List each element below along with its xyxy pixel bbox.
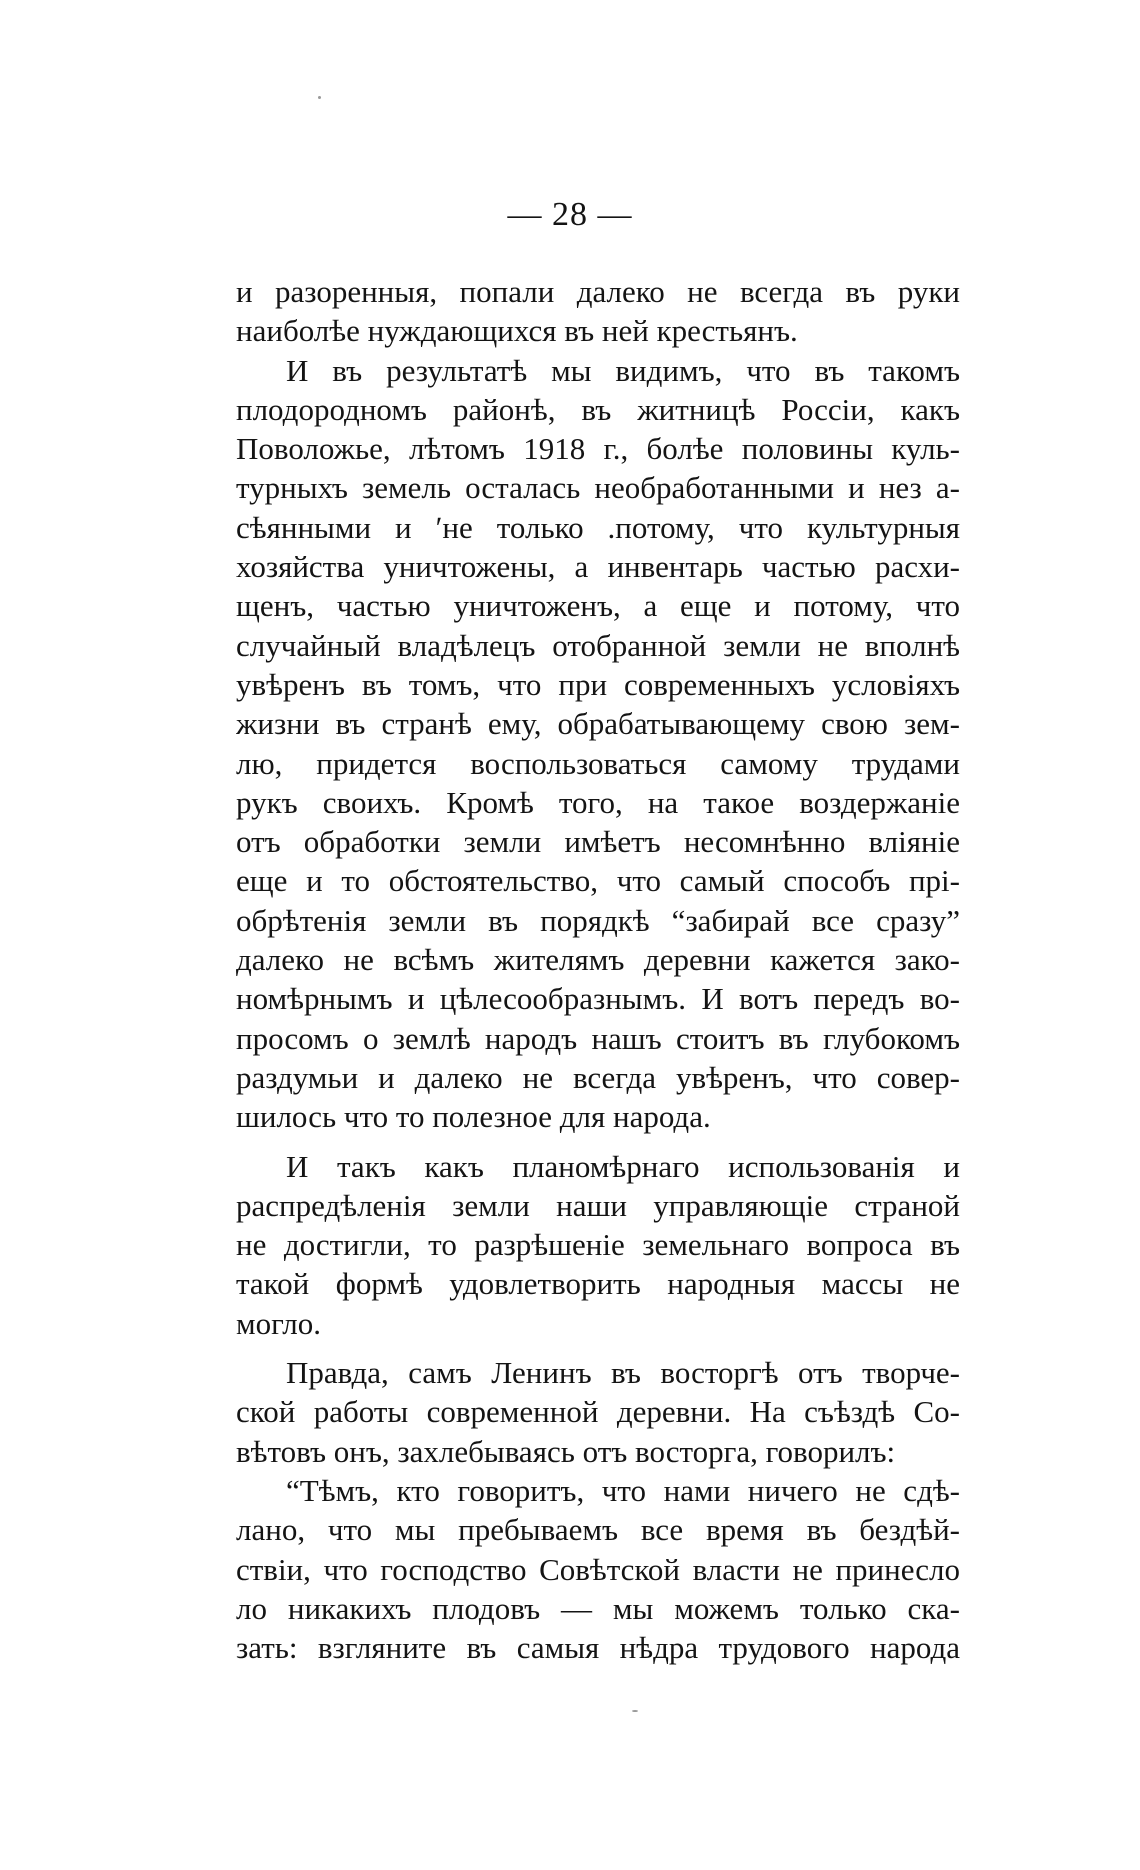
text-line: далеко не всѣмъ жителямъ деревни кажется зако-: [236, 942, 960, 978]
paragraph-1: [236, 272, 960, 351]
page-number: — 28 —: [507, 196, 633, 233]
text-line: и разоренныя, попали далеко не всегда въ руки: [236, 274, 960, 309]
paragraph-4: [236, 1353, 960, 1471]
text-line: жизни въ странѣ ему, обрабатывающему свою зем-: [236, 706, 960, 742]
text-line: случайный владѣлецъ отобранной земли не вполнѣ: [236, 627, 960, 663]
text-line: вѣтовъ онъ, захлебываясь отъ восторга, говорилъ:: [236, 1433, 896, 1469]
text-line: щенъ, частью уничтоженъ, а еще и потому, что: [236, 588, 960, 624]
print-speck: [318, 96, 321, 99]
text-line: Поволожье, лѣтомъ 1918 г., болѣе половины куль-: [236, 431, 960, 467]
text-line: наиболѣе нуждающихся въ ней крестьянъ.: [236, 313, 798, 349]
text-line: рукъ своихъ. Кромѣ того, на такое воздержаніе: [236, 784, 960, 820]
text-line: турныхъ земель осталась необработанными и нез а-: [236, 470, 960, 506]
paragraph-3: [236, 1147, 960, 1343]
text-line: шилось что то полезное для народа.: [236, 1099, 711, 1135]
text-line: ло никакихъ плодовъ — мы можемъ только ска-: [236, 1590, 960, 1626]
text-line: могло.: [236, 1305, 321, 1341]
text-line: раздумьи и далеко не всегда увѣренъ, что совер-: [236, 1059, 960, 1095]
text-line: увѣренъ въ томъ, что при современныхъ условіяхъ: [236, 666, 960, 702]
paragraph-5-quote: [236, 1471, 960, 1667]
print-speck: [632, 1710, 638, 1712]
text-line: И такъ какъ планомѣрнаго использованія и: [286, 1148, 960, 1184]
text-line: ской работы современной деревни. На съѣздѣ Со-: [236, 1394, 960, 1430]
text-line: лано, что мы пребываемъ все время въ бездѣй-: [236, 1512, 960, 1548]
text-line: такой формѣ удовлетворить народныя массы не: [236, 1266, 960, 1302]
text-line: Правда, самъ Ленинъ въ восторгѣ отъ творче-: [286, 1355, 960, 1391]
text-line: ствіи, что господство Совѣтской власти не принесло: [236, 1551, 960, 1587]
text-line: хозяйства уничтожены, а инвентарь частью расхи-: [236, 549, 960, 585]
text-line: плодородномъ районѣ, въ житницѣ Россіи, какъ: [236, 391, 960, 427]
text-line: “Тѣмъ, кто говоритъ, что нами ничего не сдѣ-: [286, 1472, 960, 1508]
text-line: просомъ о землѣ народъ нашъ стоитъ въ глубокомъ: [236, 1020, 960, 1056]
text-line: не достигли, то разрѣшеніе земельнаго вопроса въ: [236, 1227, 960, 1263]
text-line: номѣрнымъ и цѣлесообразнымъ. И вотъ передъ во-: [236, 981, 960, 1017]
text-line: обрѣтенія земли въ порядкѣ “забирай все сразу”: [236, 902, 960, 938]
text-line: распредѣленія земли наши управляющіе страной: [236, 1187, 960, 1223]
text-line: отъ обработки земли имѣетъ несомнѣнно вліяніе: [236, 824, 960, 860]
text-line: И въ результатѣ мы видимъ, что въ такомъ: [286, 352, 960, 388]
text-line: зать: взгляните въ самыя нѣдра трудового народа: [236, 1630, 960, 1666]
text-line: сѣянными и ʹне только .потому, что культурныя: [236, 509, 960, 545]
text-line: лю, придется воспользоваться самому трудами: [236, 745, 960, 781]
paragraph-2: [236, 351, 960, 1137]
text-line: еще и то обстоятельство, что самый способъ прі-: [236, 863, 960, 899]
body-text: [236, 272, 960, 1667]
